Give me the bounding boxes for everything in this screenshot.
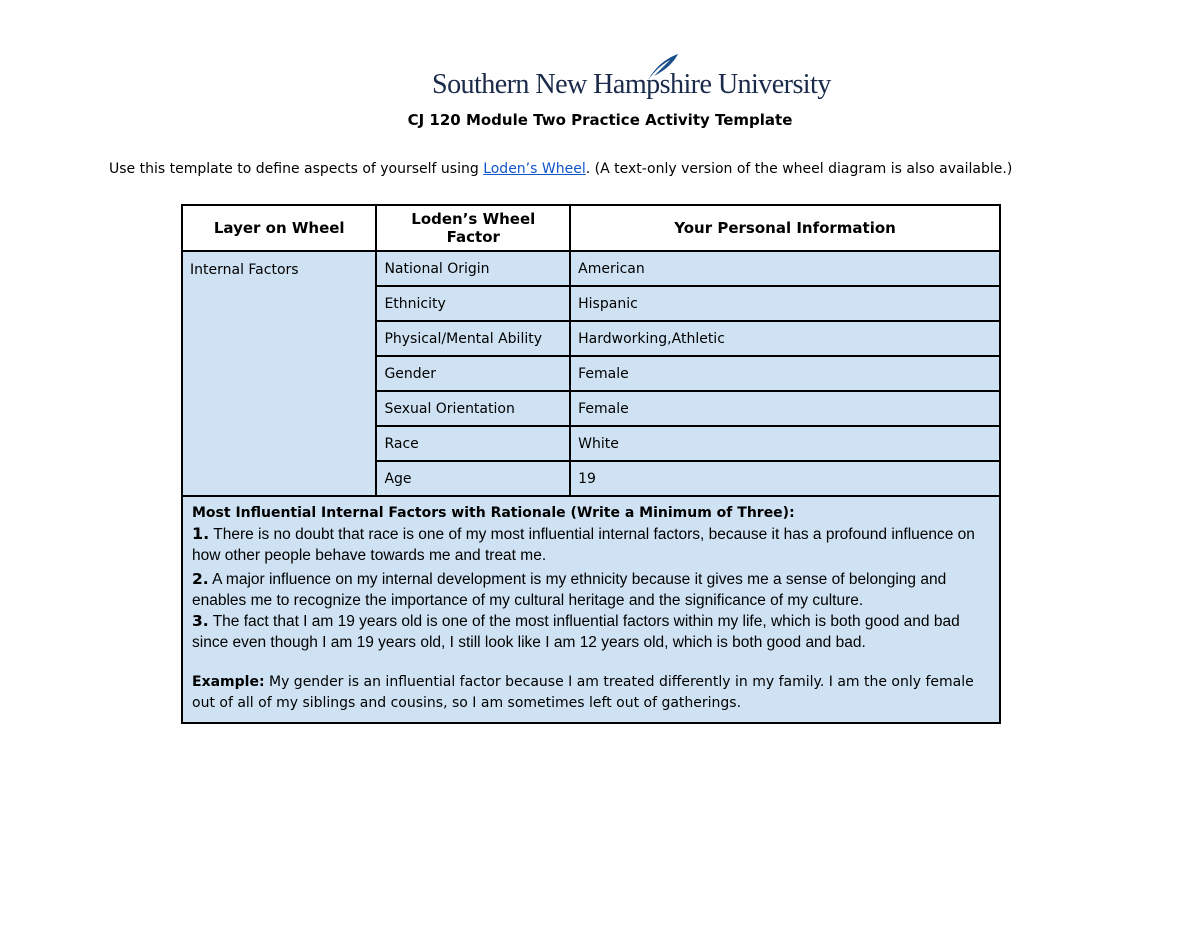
intro-text-start: Use this template to define aspects of yourself using xyxy=(109,161,484,177)
info-cell: American xyxy=(570,251,1000,286)
factor-cell: Sexual Orientation xyxy=(376,391,570,426)
document-title: CJ 120 Module Two Practice Activity Template xyxy=(407,111,793,129)
info-cell: 19 xyxy=(570,461,1000,496)
header-personal-info: Your Personal Information xyxy=(570,205,1000,251)
factor-cell: National Origin xyxy=(376,251,570,286)
rationale-item-text: There is no doubt that race is one of my most influential internal factors, because it has a profound influence on how other people behave towards me and treat me. xyxy=(192,526,975,564)
factor-cell: Ethnicity xyxy=(376,286,570,321)
logo-wordmark: Southern New Hampshire University xyxy=(432,68,831,100)
lodens-wheel-table xyxy=(181,204,1001,724)
table-header-row xyxy=(182,205,1000,251)
rationale-cell[interactable] xyxy=(182,496,1000,723)
header-factor: Loden’s Wheel Factor xyxy=(376,205,570,251)
rationale-row xyxy=(182,496,1000,723)
rationale-item-text: A major influence on my internal development is my ethnicity because it gives me a sense of belonging and enables me to recognize the importance of my cultural heritage and the significance of my culture. xyxy=(192,571,947,609)
rationale-item-number: 2. xyxy=(192,570,209,588)
table-row xyxy=(182,251,1000,286)
lodens-wheel-link[interactable]: Loden’s Wheel xyxy=(483,161,586,177)
info-cell: White xyxy=(570,426,1000,461)
example-text: My gender is an influential factor because I am treated differently in my family. I am the only female out of all of my siblings and cousins, so I am sometimes left out of gatherings. xyxy=(192,674,974,711)
rationale-item-number: 1. xyxy=(192,524,210,543)
rationale-item-text: The fact that I am 19 years old is one of the most influential factors within my life, which is both good and bad since even though I am 19 years old, I still look like I am 12 years old, which is both good and bad. xyxy=(192,613,960,651)
rationale-item xyxy=(192,523,991,566)
info-cell: Hispanic xyxy=(570,286,1000,321)
header-layer: Layer on Wheel xyxy=(182,205,376,251)
rationale-heading: Most Influential Internal Factors with Rationale (Write a Minimum of Three): xyxy=(192,505,795,521)
rationale-item-number: 3. xyxy=(192,612,209,630)
factor-cell: Race xyxy=(376,426,570,461)
example-label: Example: xyxy=(192,674,265,690)
factor-cell: Gender xyxy=(376,356,570,391)
rationale-item xyxy=(192,611,991,653)
rationale-item xyxy=(192,569,991,611)
info-cell: Female xyxy=(570,391,1000,426)
info-cell: Female xyxy=(570,356,1000,391)
layer-cell: Internal Factors xyxy=(182,251,376,496)
example-paragraph xyxy=(192,672,991,714)
intro-text xyxy=(109,161,1012,177)
intro-text-end: . (A text-only version of the wheel diagram is also available.) xyxy=(585,161,1013,177)
factor-cell: Age xyxy=(376,461,570,496)
factor-cell: Physical/Mental Ability xyxy=(376,321,570,356)
university-logo xyxy=(432,52,831,106)
info-cell: Hardworking,Athletic xyxy=(570,321,1000,356)
